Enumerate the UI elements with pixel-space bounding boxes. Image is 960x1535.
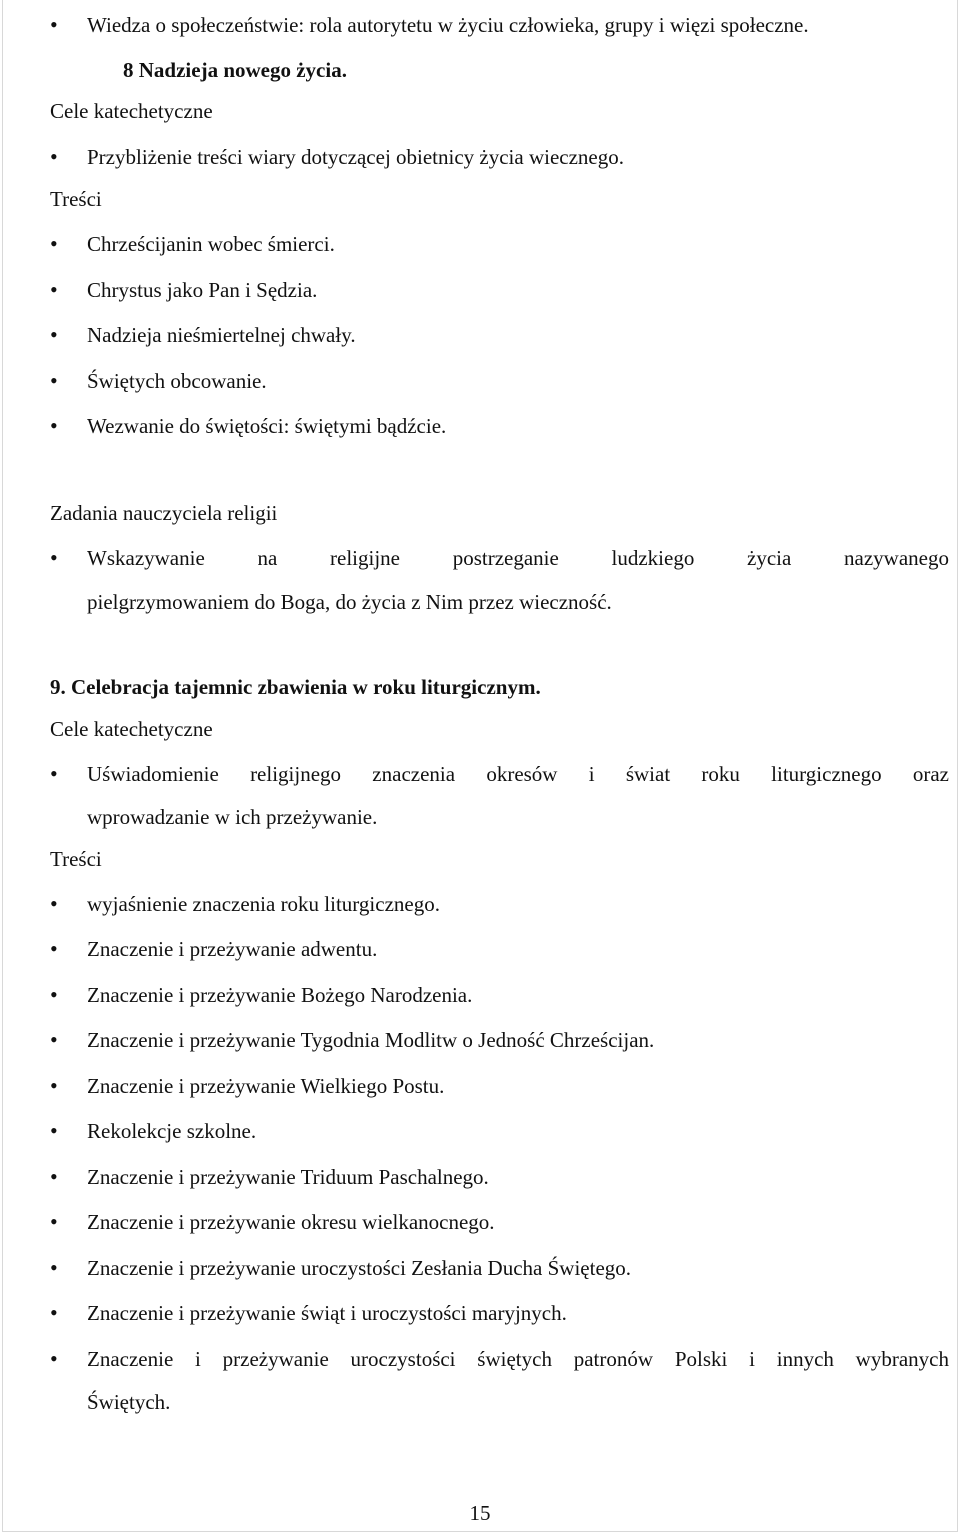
bullet-text: Wiedza o społeczeństwie: rola autorytetu w życiu człowieka, grupy i więzi społeczne. bbox=[87, 13, 809, 37]
bullet-text: Znaczenie i przeżywanie Triduum Paschalnego. bbox=[87, 1165, 489, 1189]
bullet-text: Znaczenie i przeżywanie Wielkiego Postu. bbox=[87, 1074, 445, 1098]
subheading-tresci: Treści bbox=[50, 847, 102, 871]
bullet-text-continuation: pielgrzymowaniem do Boga, do życia z Nim przez wieczność. bbox=[87, 590, 612, 614]
bullet-icon: • bbox=[50, 1300, 58, 1325]
bullet-icon: • bbox=[50, 144, 58, 169]
page-border-right bbox=[957, 0, 958, 1532]
bullet-text-justified: Wskazywanie na religijne postrzeganie ludzkiego życia nazywanego bbox=[87, 546, 949, 570]
page-number: 15 bbox=[469, 1501, 491, 1525]
bullet-icon: • bbox=[50, 1073, 58, 1098]
bullet-icon: • bbox=[50, 1164, 58, 1189]
subheading-cele-katechetyczne: Cele katechetyczne bbox=[50, 717, 213, 741]
bullet-text: Znaczenie i przeżywanie okresu wielkanocnego. bbox=[87, 1210, 495, 1234]
bullet-icon: • bbox=[50, 891, 58, 916]
bullet-text: Nadzieja nieśmiertelnej chwały. bbox=[87, 323, 356, 347]
bullet-icon: • bbox=[50, 1209, 58, 1234]
bullet-text-continuation: Świętych. bbox=[87, 1390, 171, 1414]
bullet-text: Znaczenie i przeżywanie Bożego Narodzenia. bbox=[87, 983, 473, 1007]
subheading-zadania: Zadania nauczyciela religii bbox=[50, 501, 278, 525]
subheading-tresci: Treści bbox=[50, 187, 102, 211]
bullet-icon: • bbox=[50, 277, 58, 302]
bullet-icon: • bbox=[50, 1118, 58, 1143]
bullet-text: Rekolekcje szkolne. bbox=[87, 1119, 257, 1143]
bullet-text: Wezwanie do świętości: świętymi bądźcie. bbox=[87, 414, 447, 438]
bullet-icon: • bbox=[50, 1346, 58, 1371]
bullet-text: Chrystus jako Pan i Sędzia. bbox=[87, 278, 318, 302]
page-border-bottom bbox=[2, 1531, 958, 1532]
bullet-icon: • bbox=[50, 761, 58, 786]
bullet-icon: • bbox=[50, 413, 58, 438]
bullet-icon: • bbox=[50, 368, 58, 393]
bullet-text: Znaczenie i przeżywanie uroczystości Zesłania Ducha Świętego. bbox=[87, 1256, 632, 1280]
bullet-text: wyjaśnienie znaczenia roku liturgicznego. bbox=[87, 892, 440, 916]
bullet-text: Znaczenie i przeżywanie Tygodnia Modlitw o Jedność Chrześcijan. bbox=[87, 1028, 655, 1052]
bullet-text: Świętych obcowanie. bbox=[87, 369, 267, 393]
bullet-text: Przybliżenie treści wiary dotyczącej obietnicy życia wiecznego. bbox=[87, 145, 624, 169]
bullet-text: Znaczenie i przeżywanie adwentu. bbox=[87, 937, 378, 961]
bullet-text-justified: Uświadomienie religijnego znaczenia okresów i świat roku liturgicznego oraz bbox=[87, 762, 949, 786]
section-heading-8: 8 Nadzieja nowego życia. bbox=[123, 58, 347, 82]
bullet-icon: • bbox=[50, 936, 58, 961]
bullet-text-justified: Znaczenie i przeżywanie uroczystości świętych patronów Polski i innych wybranych bbox=[87, 1347, 949, 1371]
bullet-icon: • bbox=[50, 231, 58, 256]
subheading-cele-katechetyczne: Cele katechetyczne bbox=[50, 99, 213, 123]
bullet-icon: • bbox=[50, 545, 58, 570]
bullet-icon: • bbox=[50, 12, 58, 37]
bullet-icon: • bbox=[50, 1027, 58, 1052]
bullet-icon: • bbox=[50, 1255, 58, 1280]
bullet-text-continuation: wprowadzanie w ich przeżywanie. bbox=[87, 805, 378, 829]
bullet-icon: • bbox=[50, 322, 58, 347]
bullet-text: Znaczenie i przeżywanie świąt i uroczystości maryjnych. bbox=[87, 1301, 567, 1325]
bullet-icon: • bbox=[50, 982, 58, 1007]
section-heading-9: 9. Celebracja tajemnic zbawienia w roku liturgicznym. bbox=[50, 675, 541, 699]
bullet-text: Chrześcijanin wobec śmierci. bbox=[87, 232, 335, 256]
page-border-left bbox=[2, 0, 3, 1532]
